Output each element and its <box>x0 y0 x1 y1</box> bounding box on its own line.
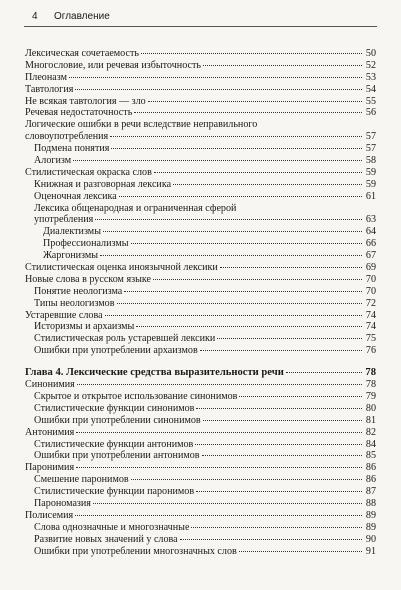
dot-leader <box>117 303 363 304</box>
toc-entry-title: Стилистические функции антонимов <box>34 438 194 450</box>
toc-page-number: 59 <box>365 166 376 178</box>
toc-entry[interactable] <box>25 143 376 155</box>
page-number: 4 <box>32 11 38 22</box>
toc-entry[interactable] <box>25 462 376 474</box>
dot-leader <box>217 338 362 339</box>
dot-leader <box>93 503 362 504</box>
toc-page-number: 89 <box>365 521 376 533</box>
toc-entry[interactable] <box>25 155 376 167</box>
dot-leader <box>131 479 362 480</box>
toc-page-number: 52 <box>365 59 376 71</box>
toc-entry[interactable] <box>25 131 376 143</box>
toc-entry-title: Ошибки при употреблении синонимов <box>34 414 201 426</box>
toc-entry[interactable] <box>25 510 376 522</box>
toc-entry-title: Жаргонизмы <box>43 250 99 262</box>
toc-entry[interactable] <box>25 72 376 84</box>
dot-leader <box>180 539 362 540</box>
toc-page-number: 86 <box>365 462 376 474</box>
toc-page-number: 56 <box>365 107 376 119</box>
toc-entry-title: Стилистическая роль устаревшей лексики <box>34 333 216 345</box>
toc-entry-title: Глава 4. Лексические средства выразительности речи <box>25 367 284 379</box>
toc-page-number: 53 <box>365 71 376 83</box>
toc-page-number: 69 <box>365 262 376 274</box>
toc-page-number: 50 <box>365 48 376 59</box>
dot-leader <box>69 77 362 78</box>
toc-entry-title: Лексика общенародная и ограниченная сферой <box>34 202 237 214</box>
toc-page-number: 57 <box>365 143 376 155</box>
dot-leader <box>76 432 362 433</box>
toc-page-number: 70 <box>365 285 376 297</box>
toc-chapter-heading[interactable] <box>25 367 376 379</box>
toc-entry[interactable] <box>25 534 376 546</box>
dot-leader <box>136 326 362 327</box>
toc-page-number: 89 <box>365 509 376 521</box>
toc-entry-title: Стилистическая окраска слов <box>25 166 152 178</box>
toc-page-number: 59 <box>365 178 376 190</box>
toc-entry-title: Профессионализмы <box>43 238 129 250</box>
toc-entry[interactable] <box>25 474 376 486</box>
dot-leader <box>200 350 362 351</box>
toc-entry-title: Новые слова в русском языке <box>25 273 151 285</box>
toc-entry-title: Речевая недостаточность <box>25 107 133 119</box>
toc-entry[interactable] <box>25 403 376 415</box>
toc-entry-title: Не всякая тавтология — зло <box>25 95 146 107</box>
toc-entry-title: Ошибки при употреблении архаизмов <box>34 345 198 357</box>
dot-leader <box>111 148 362 149</box>
toc-page-number: 54 <box>365 83 376 95</box>
toc-entry[interactable] <box>25 96 376 108</box>
table-of-contents <box>25 48 376 557</box>
dot-leader <box>131 243 363 244</box>
toc-entry-title: Типы неологизмов <box>34 297 115 309</box>
dot-leader <box>203 65 362 66</box>
toc-page-number: 80 <box>365 402 376 414</box>
toc-entry-title: Смешение паронимов <box>34 474 129 486</box>
toc-entry[interactable] <box>25 546 376 558</box>
dot-leader <box>191 527 362 528</box>
toc-page-number: 74 <box>365 309 376 321</box>
dot-leader <box>148 101 362 102</box>
toc-entry[interactable] <box>25 415 376 427</box>
toc-entry-title: Ошибки при употреблении антонимов <box>34 450 200 462</box>
toc-entry[interactable] <box>25 60 376 72</box>
toc-entry-title: Парономазия <box>34 497 91 509</box>
toc-entry-title: Полисемия <box>25 509 74 521</box>
dot-leader <box>141 53 362 54</box>
dot-leader <box>75 89 362 90</box>
toc-entry[interactable] <box>25 214 376 226</box>
toc-page-number: 66 <box>365 238 376 250</box>
toc-page-number: 81 <box>365 414 376 426</box>
toc-entry[interactable] <box>25 379 376 391</box>
toc-entry[interactable] <box>25 84 376 96</box>
toc-page-number: 61 <box>365 190 376 202</box>
toc-entry[interactable] <box>25 498 376 510</box>
toc-page-number: 91 <box>365 545 376 557</box>
dot-leader <box>75 515 362 516</box>
toc-entry[interactable] <box>25 345 376 357</box>
toc-entry-title: Антонимия <box>25 426 75 438</box>
toc-entry-title: Плеоназм <box>25 71 67 83</box>
toc-entry[interactable] <box>25 321 376 333</box>
toc-entry[interactable] <box>25 226 376 238</box>
dot-leader <box>110 136 362 137</box>
dot-leader <box>103 231 362 232</box>
toc-page-number: 74 <box>365 321 376 333</box>
toc-entry[interactable] <box>25 286 376 298</box>
toc-entry-title: Тавтология <box>25 83 74 95</box>
running-title: Оглавление <box>54 11 110 22</box>
toc-page-number: 88 <box>365 497 376 509</box>
dot-leader <box>76 467 362 468</box>
toc-page-number: 70 <box>365 273 376 285</box>
dot-leader <box>124 291 362 292</box>
toc-entry-title: Паронимия <box>25 462 75 474</box>
toc-entry-title: Подмена понятия <box>34 143 110 155</box>
toc-entry[interactable] <box>25 439 376 451</box>
toc-entry-title: Книжная и разговорная лексика <box>34 178 172 190</box>
dot-leader <box>239 551 362 552</box>
toc-entry-title: Алогизм <box>34 155 72 167</box>
toc-entry[interactable] <box>25 522 376 534</box>
toc-page-number: 75 <box>365 333 376 345</box>
toc-entry[interactable] <box>25 179 376 191</box>
dot-leader <box>195 444 362 445</box>
dot-leader <box>100 255 362 256</box>
dot-leader <box>73 160 362 161</box>
toc-entry[interactable] <box>25 203 376 215</box>
dot-leader <box>134 112 362 113</box>
dot-leader <box>153 279 362 280</box>
toc-page-number: 86 <box>365 474 376 486</box>
toc-entry-title: словоупотребления <box>25 131 109 143</box>
dot-leader <box>239 396 362 397</box>
dot-leader <box>95 219 362 220</box>
toc-entry-title: Скрытое и открытое использование синонимов <box>34 390 238 402</box>
dot-leader <box>196 491 362 492</box>
toc-entry[interactable] <box>25 310 376 322</box>
toc-entry-title: Синонимия <box>25 379 75 391</box>
toc-entry[interactable] <box>25 250 376 262</box>
toc-page-number: 63 <box>365 214 376 226</box>
section-gap <box>25 357 376 367</box>
toc-entry[interactable] <box>25 427 376 439</box>
toc-page-number: 84 <box>365 438 376 450</box>
dot-leader <box>220 267 362 268</box>
toc-page-number: 58 <box>365 155 376 167</box>
toc-entry[interactable] <box>25 486 376 498</box>
toc-page-number: 78 <box>365 367 376 379</box>
toc-entry[interactable] <box>25 167 376 179</box>
toc-entry[interactable] <box>25 119 376 131</box>
dot-leader <box>196 408 362 409</box>
dot-leader <box>77 384 362 385</box>
toc-page-number: 72 <box>365 297 376 309</box>
toc-entry-title: Стилистическая оценка иноязычной лексики <box>25 262 218 274</box>
toc-page-number: 79 <box>365 390 376 402</box>
dot-leader <box>105 315 362 316</box>
dot-leader <box>173 184 362 185</box>
toc-page-number: 78 <box>365 379 376 391</box>
toc-entry-title: Понятие неологизма <box>34 285 123 297</box>
toc-entry-title: Логические ошибки в речи вследствие неправильного <box>25 119 258 131</box>
toc-page-number: 76 <box>365 345 376 357</box>
toc-entry-title: Многословие, или речевая избыточность <box>25 59 201 71</box>
toc-entry[interactable] <box>25 333 376 345</box>
toc-entry[interactable] <box>25 262 376 274</box>
dot-leader <box>203 420 362 421</box>
toc-entry-title: Диалектизмы <box>43 226 101 238</box>
toc-page-number: 67 <box>365 250 376 262</box>
toc-entry-title: Развитие новых значений у слова <box>34 533 178 545</box>
toc-entry-title: Стилистические функции синонимов <box>34 402 195 414</box>
toc-entry[interactable] <box>25 274 376 286</box>
toc-page-number: 90 <box>365 533 376 545</box>
toc-entry-title: Устаревшие слова <box>25 309 103 321</box>
toc-page-number: 87 <box>365 486 376 498</box>
toc-entry[interactable] <box>25 191 376 203</box>
toc-page-number: 57 <box>365 131 376 143</box>
toc-page-number: 85 <box>365 450 376 462</box>
running-header <box>24 10 377 27</box>
toc-page-number: 64 <box>365 226 376 238</box>
dot-leader <box>119 196 362 197</box>
toc-entry-title: Стилистические функции паронимов <box>34 486 195 498</box>
toc-entry-title: Историзмы и архаизмы <box>34 321 135 333</box>
toc-page-number: 55 <box>365 95 376 107</box>
toc-entry-title: Лексическая сочетаемость <box>25 48 139 59</box>
dot-leader <box>286 372 362 373</box>
toc-entry-title: употребления <box>34 214 94 226</box>
toc-entry[interactable] <box>25 298 376 310</box>
toc-entry[interactable] <box>25 107 376 119</box>
toc-entry[interactable] <box>25 391 376 403</box>
toc-entry[interactable] <box>25 450 376 462</box>
toc-entry-title: Оценочная лексика <box>34 190 117 202</box>
toc-entry[interactable] <box>25 48 376 60</box>
toc-entry[interactable] <box>25 238 376 250</box>
dot-leader <box>202 455 362 456</box>
toc-page-number: 82 <box>365 426 376 438</box>
toc-entry-title: Слова однозначные и многозначные <box>34 521 190 533</box>
toc-entry-title: Ошибки при употреблении многозначных слов <box>34 545 237 557</box>
dot-leader <box>154 172 362 173</box>
